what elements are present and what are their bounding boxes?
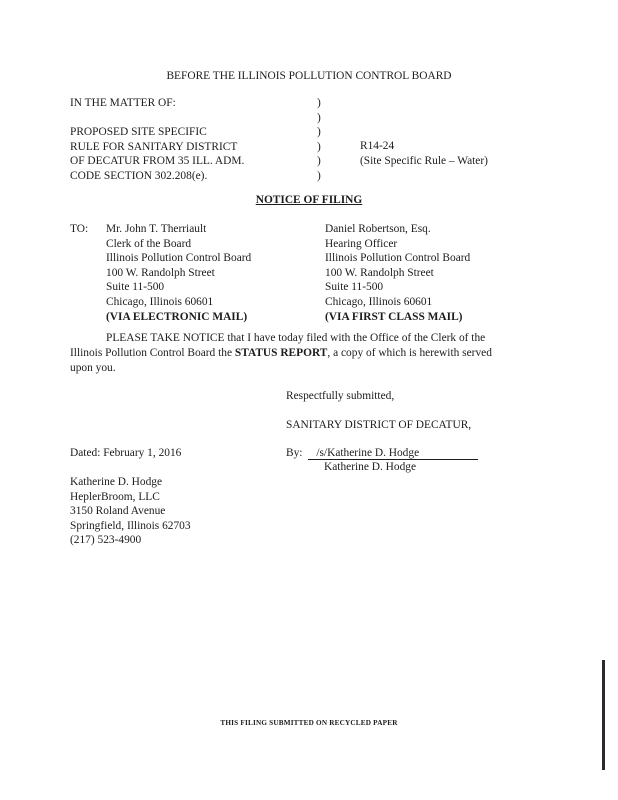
attorney-line: Springfield, Illinois 62703 bbox=[70, 519, 191, 532]
recipient-line: Illinois Pollution Control Board bbox=[106, 252, 252, 265]
matter-subject-line: PROPOSED SITE SPECIFIC bbox=[70, 126, 207, 138]
scan-edge-mark bbox=[602, 660, 605, 770]
recipient-line: Daniel Robertson, Esq. bbox=[325, 223, 431, 235]
matter-subject-line: OF DECATUR FROM 35 ILL. ADM. bbox=[70, 155, 245, 168]
caption-paren: ) bbox=[317, 155, 321, 168]
electronic-signature: /s/Katherine D. Hodge bbox=[308, 447, 478, 460]
matter-subject bbox=[70, 125, 244, 183]
attorney-line: 3150 Roland Avenue bbox=[70, 505, 166, 518]
notice-body-line: PLEASE TAKE NOTICE that I have today filed with the Office of the Clerk of the bbox=[106, 332, 486, 344]
caption-paren: ) bbox=[317, 111, 321, 124]
recipient-line: Clerk of the Board bbox=[106, 237, 192, 250]
recipient-line: Mr. John T. Therriault bbox=[106, 223, 207, 235]
to-label: TO: bbox=[70, 223, 89, 235]
matter-subject-line: CODE SECTION 302.208(e). bbox=[70, 169, 208, 182]
dated-line: Dated: February 1, 2016 bbox=[70, 447, 182, 459]
recipient-delivery: (VIA FIRST CLASS MAIL) bbox=[325, 310, 463, 323]
recipient-line: Suite 11-500 bbox=[106, 281, 165, 294]
attorney-line: Katherine D. Hodge bbox=[70, 476, 163, 488]
signer-name: Katherine D. Hodge bbox=[324, 461, 417, 473]
by-label: By: bbox=[286, 447, 303, 459]
caption-parens bbox=[317, 96, 321, 184]
recipient-delivery: (VIA ELECTRONIC MAIL) bbox=[106, 310, 248, 323]
recipient-line: Hearing Officer bbox=[325, 237, 398, 250]
attorney-block bbox=[70, 475, 191, 548]
recipient-line: 100 W. Randolph Street bbox=[106, 266, 215, 279]
recipient-line: Suite 11-500 bbox=[325, 281, 384, 294]
recipient-line: Chicago, Illinois 60601 bbox=[106, 295, 214, 308]
recycled-paper-footer: THIS FILING SUBMITTED ON RECYCLED PAPER bbox=[220, 719, 398, 727]
board-title: BEFORE THE ILLINOIS POLLUTION CONTROL BOARD bbox=[166, 70, 452, 82]
notice-body-text: Illinois Pollution Control Board the bbox=[70, 347, 235, 359]
caption-paren: ) bbox=[317, 126, 321, 139]
notice-body-text: , a copy of which is herewith served bbox=[327, 347, 492, 359]
matter-subject-line: RULE FOR SANITARY DISTRICT bbox=[70, 140, 238, 153]
recipient-line: 100 W. Randolph Street bbox=[325, 266, 434, 279]
respectfully-submitted: Respectfully submitted, bbox=[286, 390, 395, 402]
caption-paren: ) bbox=[317, 169, 321, 182]
recipient-line: Illinois Pollution Control Board bbox=[325, 252, 471, 265]
signature-line bbox=[286, 446, 478, 461]
attorney-line: HeplerBroom, LLC bbox=[70, 490, 160, 503]
docket-number: R14-24 bbox=[360, 140, 395, 152]
recipient-block-clerk bbox=[106, 222, 251, 324]
caption-paren: ) bbox=[317, 97, 321, 109]
notice-body-line bbox=[70, 346, 492, 361]
docket-type: (Site Specific Rule – Water) bbox=[360, 155, 488, 167]
notice-title: NOTICE OF FILING bbox=[255, 194, 363, 206]
recipient-block-hearing-officer bbox=[325, 222, 470, 324]
caption-paren: ) bbox=[317, 140, 321, 153]
in-the-matter-label: IN THE MATTER OF: bbox=[70, 97, 176, 109]
client-name: SANITARY DISTRICT OF DECATUR, bbox=[286, 419, 472, 431]
status-report-title: STATUS REPORT bbox=[234, 347, 328, 359]
recipient-line: Chicago, Illinois 60601 bbox=[325, 295, 433, 308]
notice-body-line: upon you. bbox=[70, 362, 116, 374]
attorney-line: (217) 523-4900 bbox=[70, 534, 142, 547]
